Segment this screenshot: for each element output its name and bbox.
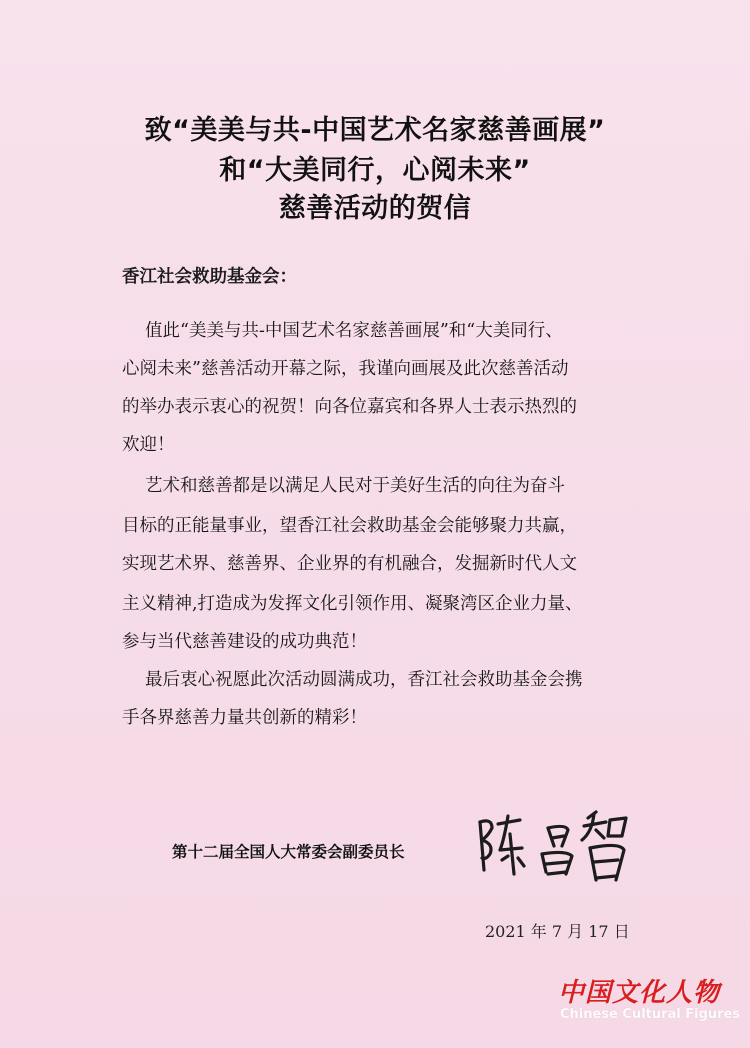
paragraph-3-line: 手各界慈善力量共创新的精彩！	[122, 708, 367, 728]
signer-title: 第十二届全国人大常委会副委员长	[172, 842, 405, 861]
watermark-logo-en: Chinese Cultural Figures	[560, 1007, 741, 1022]
handwritten-signature	[470, 800, 640, 890]
paragraph-1-line: 的举办表示衷心的祝贺！向各位嘉宾和各界人士表示热烈的	[122, 397, 577, 417]
paragraph-1-line: 值此“美美与共-中国艺术名家慈善画展”和“大美同行、	[145, 321, 563, 341]
watermark-logo-cn: 中国文化人物	[558, 978, 721, 1008]
letter-title-line-2: 和“大美同行，心阅未来”	[219, 155, 531, 186]
letter-title-line-3: 慈善活动的贺信	[278, 193, 472, 224]
paragraph-2-line: 实现艺术界、慈善界、企业界的有机融合，发掘新时代人文	[122, 554, 577, 574]
paragraph-2-line: 主义精神,打造成为发挥文化引领作用、凝聚湾区企业力量、	[122, 594, 583, 614]
paragraph-3-line: 最后衷心祝愿此次活动圆满成功，香江社会救助基金会携	[145, 670, 583, 690]
paragraph-2-line: 目标的正能量事业，望香江社会救助基金会能够聚力共赢，	[122, 516, 577, 536]
paragraph-2-line: 参与当代慈善建设的成功典范！	[122, 632, 367, 652]
watermark-logo	[558, 972, 741, 1032]
paragraph-1-line: 欢迎！	[122, 435, 175, 455]
paragraph-1-line: 心阅未来”慈善活动开幕之际，我谨向画展及此次慈善活动	[122, 359, 569, 379]
letter-date: 2021 年 7 月 17 日	[485, 922, 630, 941]
salutation: 香江社会救助基金会：	[122, 267, 297, 287]
paragraph-2-line: 艺术和慈善都是以满足人民对于美好生活的向往为奋斗	[145, 476, 565, 496]
letter-title-line-1: 致“美美与共-中国艺术名家慈善画展”	[144, 115, 606, 146]
